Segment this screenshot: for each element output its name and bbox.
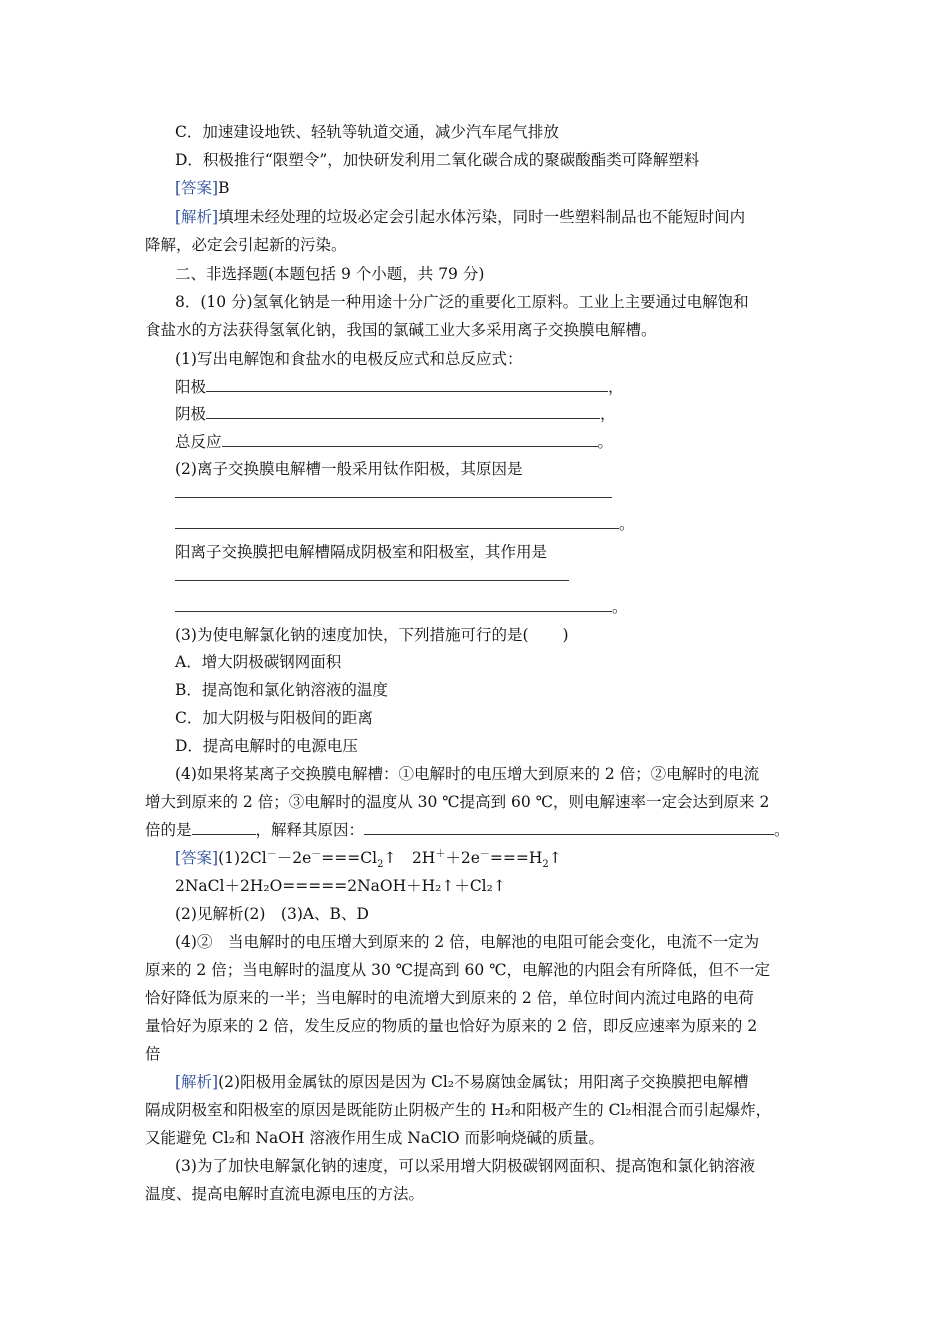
q8-analysis-line-3: 又能避免 Cl₂和 NaOH 溶液作用生成 NaClO 而影响烧碱的质量。 [145,1129,605,1147]
part2-blank-2[interactable] [175,514,619,529]
anode-label: 阳极 [175,378,207,396]
q8-answer-tag: [答案] [175,849,219,867]
part2b-blank-2-line [175,597,628,617]
q8-answer-4-line-3: 恰好降低为原来的一半；当电解时的电流增大到原来的 2 倍，单位时间内流过电路的电荷 [145,989,754,1007]
q8-intro-line-1: 8．(10 分)氢氧化钠是一种用途十分广泛的重要化工原料。工业上主要通过电解饱和 [175,293,749,311]
ans1-f: ===H [489,849,543,867]
q8-analysis-line-5: 温度、提高电解时直流电源电压的方法。 [145,1185,425,1203]
q8-analysis-line-4: (3)为了加快电解氯化钠的速度，可以采用增大阴极碳钢网面积、提高饱和氯化钠溶液 [175,1157,755,1175]
option-c-text: C．加速建设地铁、轻轨等轨道交通，减少汽车尾气排放 [175,123,559,141]
q8-answer-4-line-2: 原来的 2 倍；当电解时的温度从 30 ℃提高到 60 ℃，电解池的内阻会有所降低，但不一定 [145,961,771,979]
part2-blank-2-line [175,514,635,534]
part2-blank-1[interactable] [175,497,612,498]
part2-period: 。 [619,515,635,533]
q8-analysis-line-1 [175,1072,749,1092]
analysis-tag: [解析] [175,208,219,226]
q8-answer-4-line-1: (4)② 当电解时的电压增大到原来的 2 倍，电解池的电阻可能会变化，电流不一定为 [175,933,760,951]
analysis-line-2: 降解，必定会引起新的污染。 [145,236,347,254]
total-blank[interactable] [222,432,598,447]
part4-text-b: ，解释其原因： [255,821,365,839]
total-period: 。 [597,433,614,451]
q8-part2b-prompt: 阳离子交换膜把电解槽隔成阴极室和阳极室，其作用是 [175,543,548,561]
part2b-blank-1[interactable] [175,580,569,581]
part3-option-b: B．提高饱和氯化钠溶液的温度 [175,681,388,699]
anode-line [175,377,624,397]
cathode-line [175,404,616,424]
analysis-text-1: 填埋未经处理的垃圾必定会引起水体污染，同时一些塑料制品也不能短时间内 [218,208,746,226]
part4-line-3 [145,820,790,840]
part2b-period: 。 [612,598,628,616]
part2b-blank-2[interactable] [175,597,612,612]
ans1-e: ＋2e [445,849,480,867]
part3-option-c: C．加大阴极与阳极间的距离 [175,709,373,727]
q8-answer-4-line-4: 量恰好为原来的 2 倍，发生反应的物质的量也恰好为原来的 2 倍，即反应速率为原来的 2 [145,1017,758,1035]
part4-blank-2[interactable] [364,820,774,835]
q8-analysis-text-1: (2)阳极用金属钛的原因是因为 Cl₂不易腐蚀金属钛；用阳离子交换膜把电解槽 [218,1073,749,1091]
anode-blank[interactable] [206,377,608,392]
ans1-a: (1)2Cl [218,849,267,867]
q8-part2-prompt: (2)离子交换膜电解槽一般采用钛作阳极，其原因是 [175,460,523,478]
q8-analysis-tag: [解析] [175,1073,219,1091]
part4-line-1: (4)如果将某离子交换膜电解槽：①电解时的电压增大到原来的 2 倍；②电解时的电流 [175,765,760,783]
ans1-d: ↑ 2H [383,849,436,867]
part3-close-paren: ) [562,626,569,644]
part4-blank-1[interactable] [192,820,256,835]
ans1-b: －2e [276,849,312,867]
part3-option-d: D．提高电解时的电源电压 [175,737,358,755]
q8-answer-4-line-5: 倍 [145,1045,161,1063]
anode-comma: ， [608,378,624,396]
q8-answer-line-1: [答案]$(1)2Cl^--2e^-===Cl_2↑$ $2H^++2e^-===H_2↑$ [175,848,562,871]
option-d-text: D．积极推行“限塑令”，加快研发利用二氧化碳合成的聚碳酸酯类可降解塑料 [175,151,700,169]
ans1-c: ===Cl [321,849,378,867]
answer-line [175,178,230,198]
q8-analysis-line-2: 隔成阴极室和阳极室的原因是既能防止阴极产生的 H₂和阳极产生的 Cl₂相混合而引起爆炸， [145,1101,772,1119]
q8-part1-prompt: (1)写出电解饱和食盐水的电极反应式和总反应式： [175,350,523,368]
total-line [175,432,613,452]
cathode-blank[interactable] [206,404,600,419]
q8-part3-prompt [175,625,569,645]
cathode-label: 阴极 [175,405,207,423]
answer-tag: [答案] [175,179,219,197]
part4-text-a: 倍的是 [145,821,192,839]
q8-intro-line-2: 食盐水的方法获得氢氧化钠，我国的氯碱工业大多采用离子交换膜电解槽。 [145,321,657,339]
q8-answer-line-3: (2)见解析(2) (3)A、B、D [175,905,369,923]
cathode-comma: ， [600,405,616,423]
section-title: 二、非选择题(本题包括 9 个小题，共 79 分) [175,265,485,283]
part3-text: (3)为使电解氯化钠的速度加快，下列措施可行的是( [175,626,529,644]
part4-period: 。 [774,821,790,839]
answer-value: B [218,179,230,197]
analysis-line-1 [175,207,745,227]
part4-line-2: 增大到原来的 2 倍；③电解时的温度从 30 ℃提高到 60 ℃，则电解速率一定会达到原来 2 [145,793,770,811]
total-label: 总反应 [175,433,222,451]
part3-option-a: A．增大阴极碳钢网面积 [175,653,342,671]
q8-answer-total: 2NaCl＋2H₂O=====2NaOH＋H₂↑＋Cl₂↑ [175,877,506,895]
ans1-g: ↑ [548,849,562,867]
